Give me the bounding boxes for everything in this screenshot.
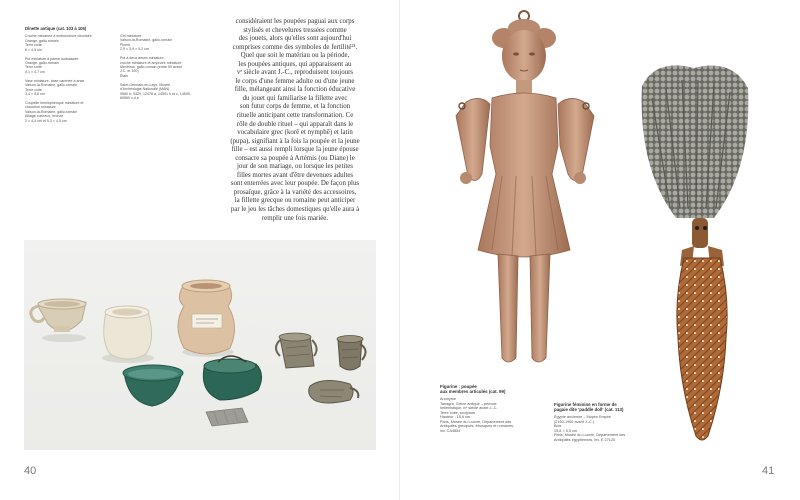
pewter-pot xyxy=(276,333,317,368)
caption-block xyxy=(25,34,113,52)
vessels-photo xyxy=(24,240,376,450)
caption-line: Pot miniature à panse surbaissée xyxy=(25,56,79,61)
caption-line: Terre cuite xyxy=(25,65,42,70)
lead-grill xyxy=(206,408,248,426)
caption-block xyxy=(120,34,208,52)
body-line: par le jeu les tâches domestiques qu'elle aura à xyxy=(230,206,360,214)
caption-line: Vaison-la-Romaine, gallo-romain xyxy=(25,83,78,88)
caption-line: Terre cuite xyxy=(25,43,42,48)
caption-line: (2160-1950 avant J.-C.) xyxy=(554,419,595,424)
caption-title-line: pagaie dite 'paddle doll' (cat. 113) xyxy=(554,407,624,412)
body-line: vᵉ siècle avant J.-C., reproduisent toujours xyxy=(236,69,354,77)
body-line: rôle de double rituel – qui apparaît dans le xyxy=(236,120,354,128)
body-line: le corps d'une femme adulte ou d'une jeune xyxy=(235,77,355,85)
caption-column-1 xyxy=(25,27,113,128)
body-text xyxy=(207,18,383,223)
doll-caption xyxy=(440,384,560,433)
caption-line: Vase miniature, base carénée à anse xyxy=(25,78,85,83)
caption-blocks xyxy=(120,34,208,100)
caption-line: Pot à deux anses miniature, xyxy=(120,56,165,61)
caption-line: 2,9 × 3,9 × 0,2 cm xyxy=(120,47,149,52)
body-line: considéraient les poupées paguai aux corps xyxy=(235,18,355,25)
body-line: fille – est aussi rempli lorsque la jeune épouse xyxy=(231,146,359,154)
body-line: (pupa), signifiant à la fois la poupée et la jeune xyxy=(230,137,360,145)
caption-line: Hauteur : 15,6 cm xyxy=(440,415,471,419)
caption-block xyxy=(120,83,208,101)
caption-line: chaudron miniature xyxy=(25,105,56,110)
caption-block xyxy=(120,56,208,78)
right-page xyxy=(400,0,800,500)
caption-line: 3,4 × 5,6 cm xyxy=(25,92,45,97)
terracotta-vase xyxy=(178,280,235,354)
caption-line: d'Archéologie Nationale (MAN) xyxy=(120,87,170,92)
caption-title-line: Figurine : poupée xyxy=(440,384,477,389)
cream-pot xyxy=(104,306,152,359)
bronze-cauldron xyxy=(203,356,261,400)
caption-line: Égypte ancienne – Moyen Empire xyxy=(554,415,611,419)
caption-line: Terre cuite, sculpture xyxy=(440,410,476,415)
body-line: les poupées antiques, qui apparaissent au xyxy=(238,60,352,68)
caption-line: Vaison-la-Romaine, gallo-romain xyxy=(25,109,78,114)
caption-line: Meribirus, gallo-romain (entre 90 avant xyxy=(120,65,182,70)
page-number-right: 41 xyxy=(762,465,775,477)
caption-line: Cruche miniature à embouchure circulaire xyxy=(25,34,92,39)
pewter-amphora xyxy=(309,380,359,403)
body-line: sont enterrées avec leur poupée. De façon plus xyxy=(230,180,360,188)
caption-line: Anonyme xyxy=(440,397,457,401)
caption-line: Plomb xyxy=(120,42,131,47)
caption-block xyxy=(25,57,113,75)
body-line: rituelle anticipant cette transformation. Ce xyxy=(236,112,354,120)
caption-line: 19,8 × 5,5 cm xyxy=(554,428,578,433)
caption-line: Alliage cuivreux, bronze xyxy=(25,114,64,119)
caption-line: Vaison-la-Romaine, gallo-romain xyxy=(120,38,173,43)
caption-line: 69560 c,d,e xyxy=(120,96,139,101)
bronze-bowl xyxy=(123,365,183,406)
caption-line: Coupelle hémisphérique miniature et xyxy=(25,101,84,106)
caption-line: 4,1 × 4,7 cm xyxy=(25,69,45,74)
body-line: du jouet qui familiarise la fillette avec xyxy=(242,94,348,102)
caption-line: hellénistique, ivᵉ siècle avant J.-C. xyxy=(440,406,498,410)
caption-title-line: aux membres articulés (cat. 99) xyxy=(440,389,506,394)
body-line: vocabulaire grec (korê et nymphê) et latin xyxy=(237,129,353,137)
caption-line: Orange, gallo-romain xyxy=(25,61,59,66)
caption-blocks xyxy=(25,34,113,123)
caption-line: Bois xyxy=(554,424,562,428)
caption-column-2 xyxy=(120,34,208,105)
body-line: filles mortes avant d'être devenues adultes xyxy=(236,171,354,179)
body-line: consacre sa poupée à Artémis (ou Diane) le xyxy=(235,154,355,162)
doll-caption-lines xyxy=(440,397,560,433)
body-line: stylisés et chevelures tressées comme xyxy=(243,26,347,34)
paddle-caption xyxy=(554,402,674,442)
body-line: des jouets, alors qu'elles sont aujourd'hui xyxy=(238,35,352,43)
caption-line: Paris, Musée du Louvre, Département des xyxy=(440,419,512,424)
caption-block xyxy=(25,79,113,97)
caption-line: J.C. et 100) xyxy=(120,69,139,74)
body-line: la fillette grecque ou romaine peut anticiper xyxy=(234,197,356,205)
caption-line: Gril miniature xyxy=(120,34,142,38)
caption-line: Tanagra, Grèce antique – période xyxy=(440,401,497,406)
caption-block xyxy=(25,101,113,123)
caption-line: Saint-Germain-en-Laye, Musée xyxy=(120,82,171,87)
caption-line: Antiquités égyptiennes, inv. E 27125 xyxy=(554,437,616,442)
body-line: fille, mélangeant ainsi la fonction éducative xyxy=(234,86,356,94)
caption-line: 2 × 4,4 cm et 5,3 × 4,5 cm xyxy=(25,118,67,123)
body-line: remplir une fois mariée. xyxy=(261,214,329,222)
cup-with-handle xyxy=(31,299,86,332)
page-number-left: 40 xyxy=(24,465,37,477)
doll-caption-title xyxy=(440,384,560,394)
paddle-caption-lines xyxy=(554,415,674,442)
caption-line: Orange, gallo-romain xyxy=(25,38,59,43)
articulated-doll-image xyxy=(440,6,610,378)
caption-line: inv. CA4854 xyxy=(440,428,461,433)
caption-title-line: Figurine féminine en forme de xyxy=(554,402,617,407)
body-line: prosaïque, grâce à la variété des accessoires, xyxy=(233,188,357,196)
body-line: Quel que soit le matériau ou la période, xyxy=(240,52,350,60)
vessels-illustration xyxy=(24,240,376,450)
caption-line: Paris, Musée du Louvre, Département des xyxy=(554,433,626,437)
caption-line: 6 × 4,5 cm xyxy=(25,47,42,52)
body-line: son futur corps de femme, et la fonction xyxy=(239,103,351,111)
caption-line: Antiquités grecques, étrusques et romaines, xyxy=(440,424,515,428)
caption-heading: Dînette antique (cat. 103 à 106) xyxy=(25,26,87,31)
paddle-caption-title xyxy=(554,402,674,412)
caption-line: cruche miniature et amphore miniature xyxy=(120,60,182,65)
paddle-doll-image xyxy=(636,58,752,444)
pewter-jug xyxy=(337,336,366,371)
caption-line: Étain xyxy=(120,73,129,78)
body-line: jour de son mariage, ou lorsque les petites xyxy=(237,163,353,171)
body-line: comprises comme des symboles de fertilité²¹. xyxy=(232,43,358,51)
caption-line: Terre cuite xyxy=(25,87,42,92)
caption-line: 9560 b, 9329, 12478 a, 14591 b et c, 14595, xyxy=(120,91,191,96)
